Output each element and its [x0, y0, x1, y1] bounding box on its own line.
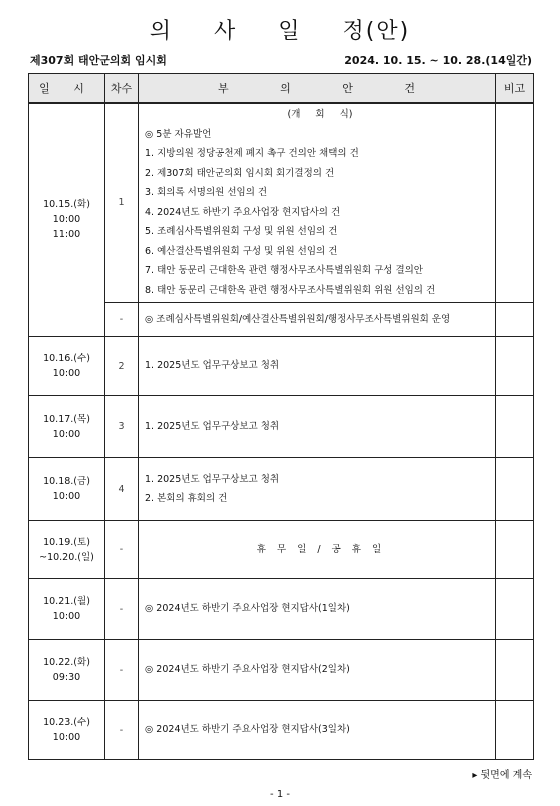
- schedule-table: [28, 73, 534, 760]
- document-title: 의 사 일 정(안): [149, 19, 411, 44]
- col-header-note: 비고: [496, 74, 534, 103]
- date-text: 10.19.(토): [43, 536, 90, 548]
- date-text: 10.16.(수): [43, 353, 90, 364]
- note-cell: [496, 103, 534, 303]
- agenda-item: 3. 회의록 서명의원 선임의 건: [145, 187, 268, 199]
- date-cell: [29, 337, 105, 396]
- col-header-date: 일 시: [29, 74, 105, 103]
- date-text: 10.17.(목): [43, 413, 90, 425]
- agenda-item: ◎ 2024년도 하반기 주요사업장 현지답사(3일차): [145, 724, 350, 736]
- session-period: 2024. 10. 15. ~ 10. 28.(14일간): [344, 54, 532, 67]
- note-cell: [496, 458, 534, 521]
- table-row: [29, 701, 534, 760]
- agenda-item: 2. 본회의 휴회의 건: [145, 493, 228, 504]
- note-cell: [496, 337, 534, 396]
- note-cell: [496, 701, 534, 760]
- agenda-cell: [139, 701, 496, 760]
- time-text: 10:00: [52, 491, 81, 502]
- table-row: [29, 640, 534, 701]
- round-cell: -: [105, 701, 139, 760]
- table-row: [29, 396, 534, 458]
- agenda-item: 1. 2025년도 업무구상보고 청취: [145, 420, 280, 432]
- date-text: 10.18.(금): [43, 476, 90, 487]
- table-row: [29, 337, 534, 396]
- table-header-row: [29, 74, 534, 103]
- agenda-item: 1. 2025년도 업무구상보고 청취: [145, 360, 280, 372]
- agenda-cell: [139, 103, 496, 303]
- agenda-cell: [139, 521, 496, 579]
- round-cell: -: [105, 521, 139, 579]
- agenda-item: 6. 예산결산특별위원회 구성 및 위원 선임의 건: [145, 245, 338, 257]
- time-text: 10:00: [52, 428, 81, 440]
- table-row: [29, 521, 534, 579]
- round-cell: -: [105, 579, 139, 640]
- agenda-item: 1. 2025년도 업무구상보고 청취: [145, 473, 280, 485]
- agenda-item: 1. 지방의원 정당공천제 폐지 촉구 건의안 채택의 건: [145, 148, 359, 160]
- agenda-item: ◎ 5분 자유발언: [145, 128, 212, 140]
- opening-ceremony-label: (개 회 식): [287, 109, 353, 121]
- agenda-item: 4. 2024년도 하반기 주요사업장 현지답사의 건: [145, 206, 341, 218]
- col-header-agenda: 부 의 안 건: [139, 74, 496, 103]
- note-cell: [496, 396, 534, 458]
- agenda-item: 8. 태안 동문리 근대한옥 관련 행정사무조사특별위원회 위원 선임의 건: [145, 284, 436, 296]
- agenda-cell: [139, 458, 496, 521]
- date-cell: [29, 701, 105, 760]
- agenda-cell: [139, 640, 496, 701]
- agenda-cell: [139, 337, 496, 396]
- date-text: 10.21.(월): [43, 596, 90, 607]
- date-cell: [29, 396, 105, 458]
- agenda-item: ◎ 2024년도 하반기 주요사업장 현지답사(2일차): [145, 664, 350, 676]
- agenda-item: 2. 제307회 태안군의회 임시회 회기결정의 건: [145, 167, 335, 179]
- time-text: 09:30: [52, 672, 81, 683]
- note-cell: [496, 303, 534, 337]
- date-cell: [29, 103, 105, 337]
- date-text: 10.22.(화): [43, 657, 90, 668]
- note-cell: [496, 640, 534, 701]
- agenda-item: 5. 조례심사특별위원회 구성 및 위원 선임의 건: [145, 226, 338, 238]
- time-text: 11:00: [52, 229, 81, 241]
- round-cell: 2: [105, 337, 139, 396]
- holiday-label: 휴 무 일 / 공 휴 일: [256, 543, 384, 555]
- date-text: ~10.20.(일): [39, 551, 94, 563]
- col-header-round: 차수: [105, 74, 139, 103]
- time-text: 10:00: [52, 611, 81, 622]
- date-text: 10.15.(화): [43, 199, 90, 211]
- time-text: 10:00: [52, 214, 81, 226]
- agenda-item: 7. 태안 동문리 근대한옥 관련 행정사무조사특별위원회 구성 결의안: [145, 265, 423, 277]
- table-row: [29, 579, 534, 640]
- round-cell: 1: [105, 103, 139, 303]
- note-cell: [496, 579, 534, 640]
- time-text: 10:00: [52, 732, 81, 743]
- round-cell: -: [105, 640, 139, 701]
- agenda-cell: [139, 303, 496, 337]
- table-row: [29, 458, 534, 521]
- time-text: 10:00: [52, 368, 81, 379]
- session-name: 제307회 태안군의회 임시회: [30, 54, 167, 67]
- note-cell: [496, 521, 534, 579]
- agenda-item: ◎ 조례심사특별위원회/예산결산특별위원회/행정사무조사특별위원회 운영: [145, 313, 451, 325]
- date-text: 10.23.(수): [43, 717, 90, 728]
- table-row: [29, 303, 534, 337]
- round-cell: -: [105, 303, 139, 337]
- date-cell: [29, 521, 105, 579]
- agenda-item: ◎ 2024년도 하반기 주요사업장 현지답사(1일차): [145, 603, 350, 615]
- round-cell: 4: [105, 458, 139, 521]
- agenda-cell: [139, 396, 496, 458]
- session-header: [30, 52, 532, 68]
- round-cell: 3: [105, 396, 139, 458]
- page-number: - 1 -: [270, 789, 290, 800]
- date-cell: [29, 579, 105, 640]
- agenda-cell: [139, 579, 496, 640]
- date-cell: [29, 458, 105, 521]
- table-row: [29, 103, 534, 303]
- date-cell: [29, 640, 105, 701]
- continued-note: ▸ 뒷면에 계속: [472, 770, 532, 781]
